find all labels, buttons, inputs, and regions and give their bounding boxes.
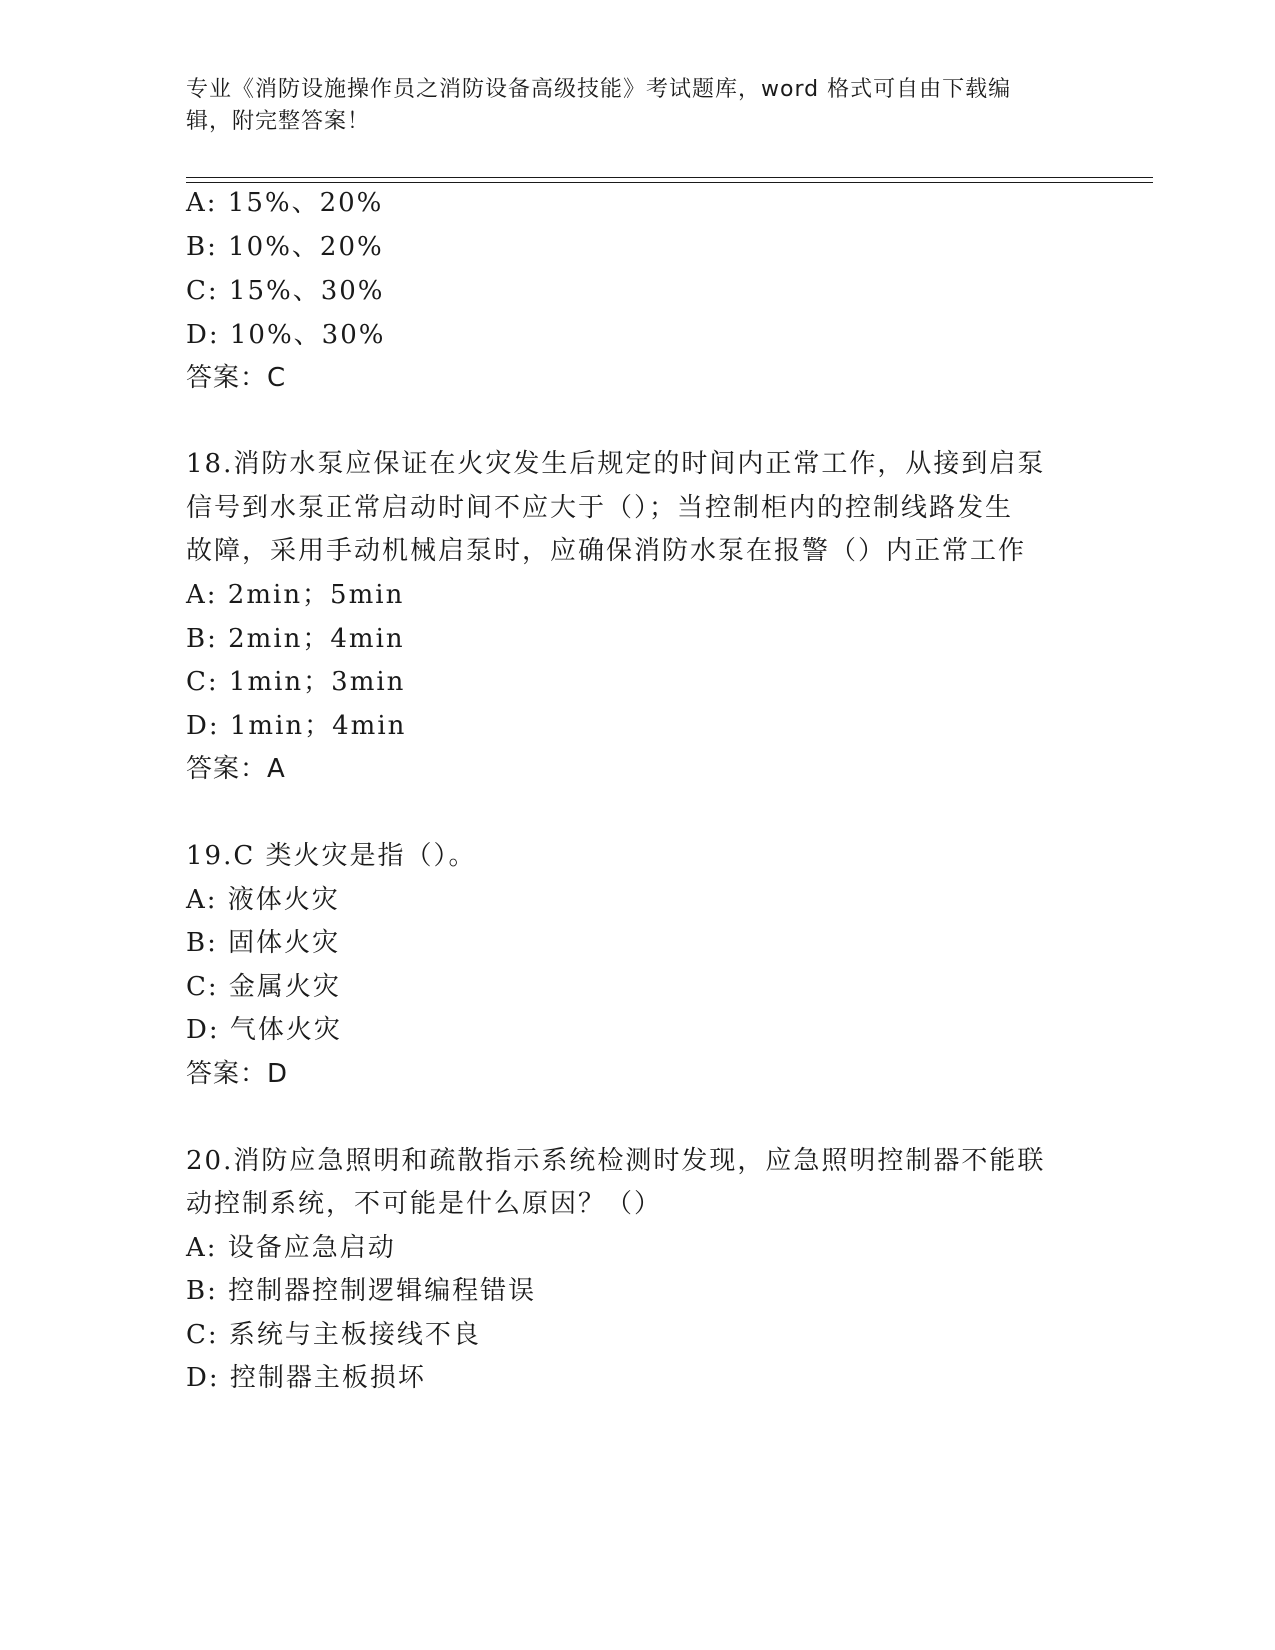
intro-line-2: 辑，附完整答案！ [186, 109, 371, 134]
q20-option-a: A: 设备应急启动 [186, 1233, 396, 1263]
document-intro [186, 74, 1066, 138]
q19-option-a: A: 液体火灾 [186, 885, 340, 915]
q19-option-d: D: 气体火灾 [186, 1015, 342, 1045]
q18-option-b: B: 2min；4min [186, 624, 405, 654]
q19-option-c: C: 金属火灾 [186, 972, 341, 1002]
q17-option-d: D: 10%、30% [186, 320, 386, 350]
q20-stem-line-2: 动控制系统，不可能是什么原因？（） [186, 1189, 663, 1219]
header-divider-top [186, 177, 1153, 178]
intro-line-1: 专业《消防设施操作员之消防设备高级技能》考试题库，word 格式可自由下载编 [186, 77, 1012, 102]
q19-option-b: B: 固体火灾 [186, 928, 341, 958]
q17-option-c: C: 15%、30% [186, 276, 385, 306]
q18-option-a: A: 2min；5min [186, 580, 405, 610]
q17-option-a: A: 15%、20% [186, 188, 384, 218]
q18-option-d: D: 1min；4min [186, 711, 407, 741]
q20-option-b: B: 控制器控制逻辑编程错误 [186, 1276, 537, 1306]
q18-stem-line-1: 18.消防水泵应保证在火灾发生后规定的时间内正常工作，从接到启泵 [186, 449, 1046, 479]
q18-answer: 答案：A [186, 754, 286, 784]
q18-stem-line-3: 故障，采用手动机械启泵时，应确保消防水泵在报警（）内正常工作 [186, 536, 1027, 566]
q20-stem-line-1: 20.消防应急照明和疏散指示系统检测时发现，应急照明控制器不能联 [186, 1146, 1046, 1176]
q19-stem-line-1: 19.C 类火灾是指（）。 [186, 841, 477, 871]
q19-answer: 答案：D [186, 1059, 289, 1089]
q18-option-c: C: 1min；3min [186, 667, 406, 697]
q17-answer: 答案：C [186, 363, 287, 393]
header-divider-bottom [186, 182, 1153, 183]
q20-option-d: D: 控制器主板损坏 [186, 1363, 426, 1393]
q18-stem-line-2: 信号到水泵正常启动时间不应大于（）；当控制柜内的控制线路发生 [186, 493, 1014, 523]
q17-option-b: B: 10%、20% [186, 232, 384, 262]
q20-option-c: C: 系统与主板接线不良 [186, 1320, 481, 1350]
